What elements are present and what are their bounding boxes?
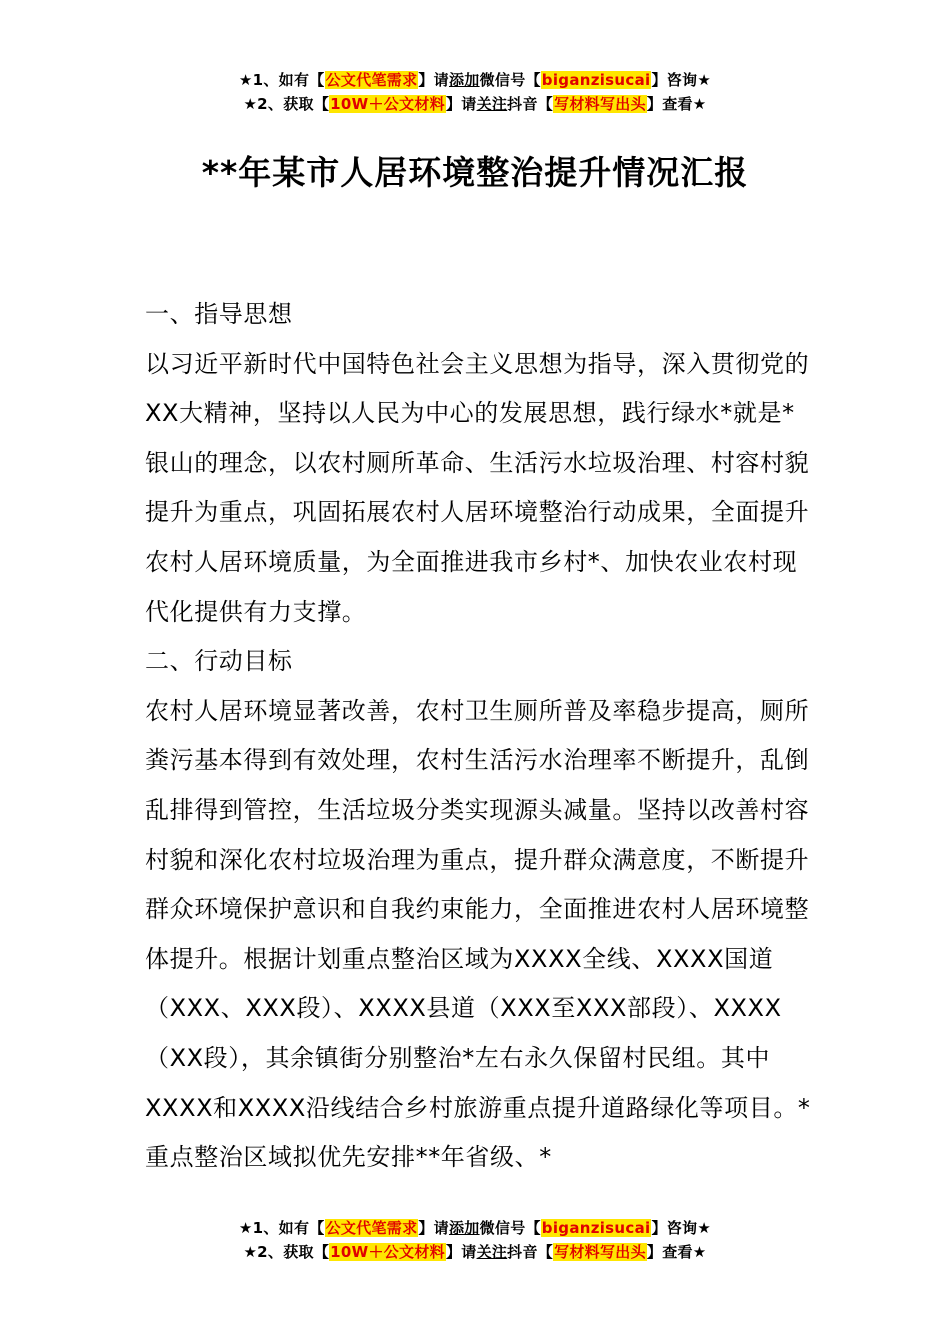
banner-text: 】请 [418, 71, 449, 89]
douyin-id: 写材料写出头 [554, 95, 646, 113]
banner-highlight: 10W＋公文材料 [330, 1243, 445, 1261]
banner-text: 】查看★ [646, 95, 707, 113]
banner-text: 微信号【 [479, 1219, 541, 1237]
banner-underline: 添加 [448, 71, 480, 89]
banner-highlight: 公文代笔需求 [325, 71, 418, 89]
banner-text: ★2、获取【 [243, 1243, 330, 1261]
banner-text: 】请 [445, 95, 477, 113]
header-banner [0, 68, 950, 116]
banner-text: ★1、如有【 [238, 1219, 325, 1237]
banner-text: 微信号【 [479, 71, 541, 89]
section-paragraph: 以习近平新时代中国特色社会主义思想为指导，深入贯彻党的XX大精神，坚持以人民为中心的发展思想，践行绿水*就是*银山的理念，以农村厕所革命、生活污水垃圾治理、村容村貌提升为重点，巩固拓展农村人居环境整治行动成果，全面提升农村人居环境质量，为全面推进我市乡村*、加快农业农村现代化提供有力支撑。 [145, 349, 810, 626]
banner-underline: 添加 [448, 1219, 480, 1237]
douyin-id: 写材料写出头 [554, 1243, 646, 1261]
banner-highlight: 公文代笔需求 [325, 1219, 418, 1237]
banner-text: 】咨询★ [651, 71, 712, 89]
banner-line-1 [0, 68, 950, 92]
banner-underline: 关注 [476, 95, 508, 113]
banner-text: 】请 [418, 1219, 449, 1237]
banner-text: 】查看★ [646, 1243, 707, 1261]
document-title: **年某市人居环境整治提升情况汇报 [201, 153, 749, 192]
banner-highlight: 10W＋公文材料 [330, 95, 445, 113]
banner-line-1 [0, 1216, 950, 1240]
section-heading: 一、指导思想 [145, 300, 293, 328]
banner-line-2 [0, 1240, 950, 1264]
footer-banner [0, 1216, 950, 1264]
section-heading: 二、行动目标 [145, 647, 293, 676]
banner-text: ★1、如有【 [238, 71, 325, 89]
wechat-id: biganzisucai [541, 71, 651, 89]
banner-text: 】咨询★ [651, 1219, 712, 1237]
banner-text: 】请 [445, 1243, 477, 1261]
banner-text: 抖音【 [507, 95, 554, 113]
banner-text: 抖音【 [507, 1243, 554, 1261]
section-paragraph: 农村人居环境显著改善，农村卫生厕所普及率稳步提高，厕所粪污基本得到有效处理，农村生活污水治理率不断提升，乱倒乱排得到管控，生活垃圾分类实现源头减量。坚持以改善村容村貌和深化农村垃圾治理为重点，提升群众满意度，不断提升群众环境保护意识和自我约束能力，全面推进农村人居环境整体提升。根据计划重点整治区域为XXXX全线、XXXX国道（XXX、XXX段）、XXXX县道（XXX至XXX部段）、XXXX（XX段），其余镇街分别整治*左右永久保留村民组。其中XXXX和XXXX沿线结合乡村旅游重点提升道路绿化等项目。*重点整治区域拟优先安排**年省级、* [145, 696, 811, 1172]
banner-line-2 [0, 92, 950, 116]
banner-underline: 关注 [476, 1243, 508, 1261]
wechat-id: biganzisucai [541, 1219, 651, 1237]
document-body [145, 290, 813, 1183]
banner-text: ★2、获取【 [243, 95, 330, 113]
